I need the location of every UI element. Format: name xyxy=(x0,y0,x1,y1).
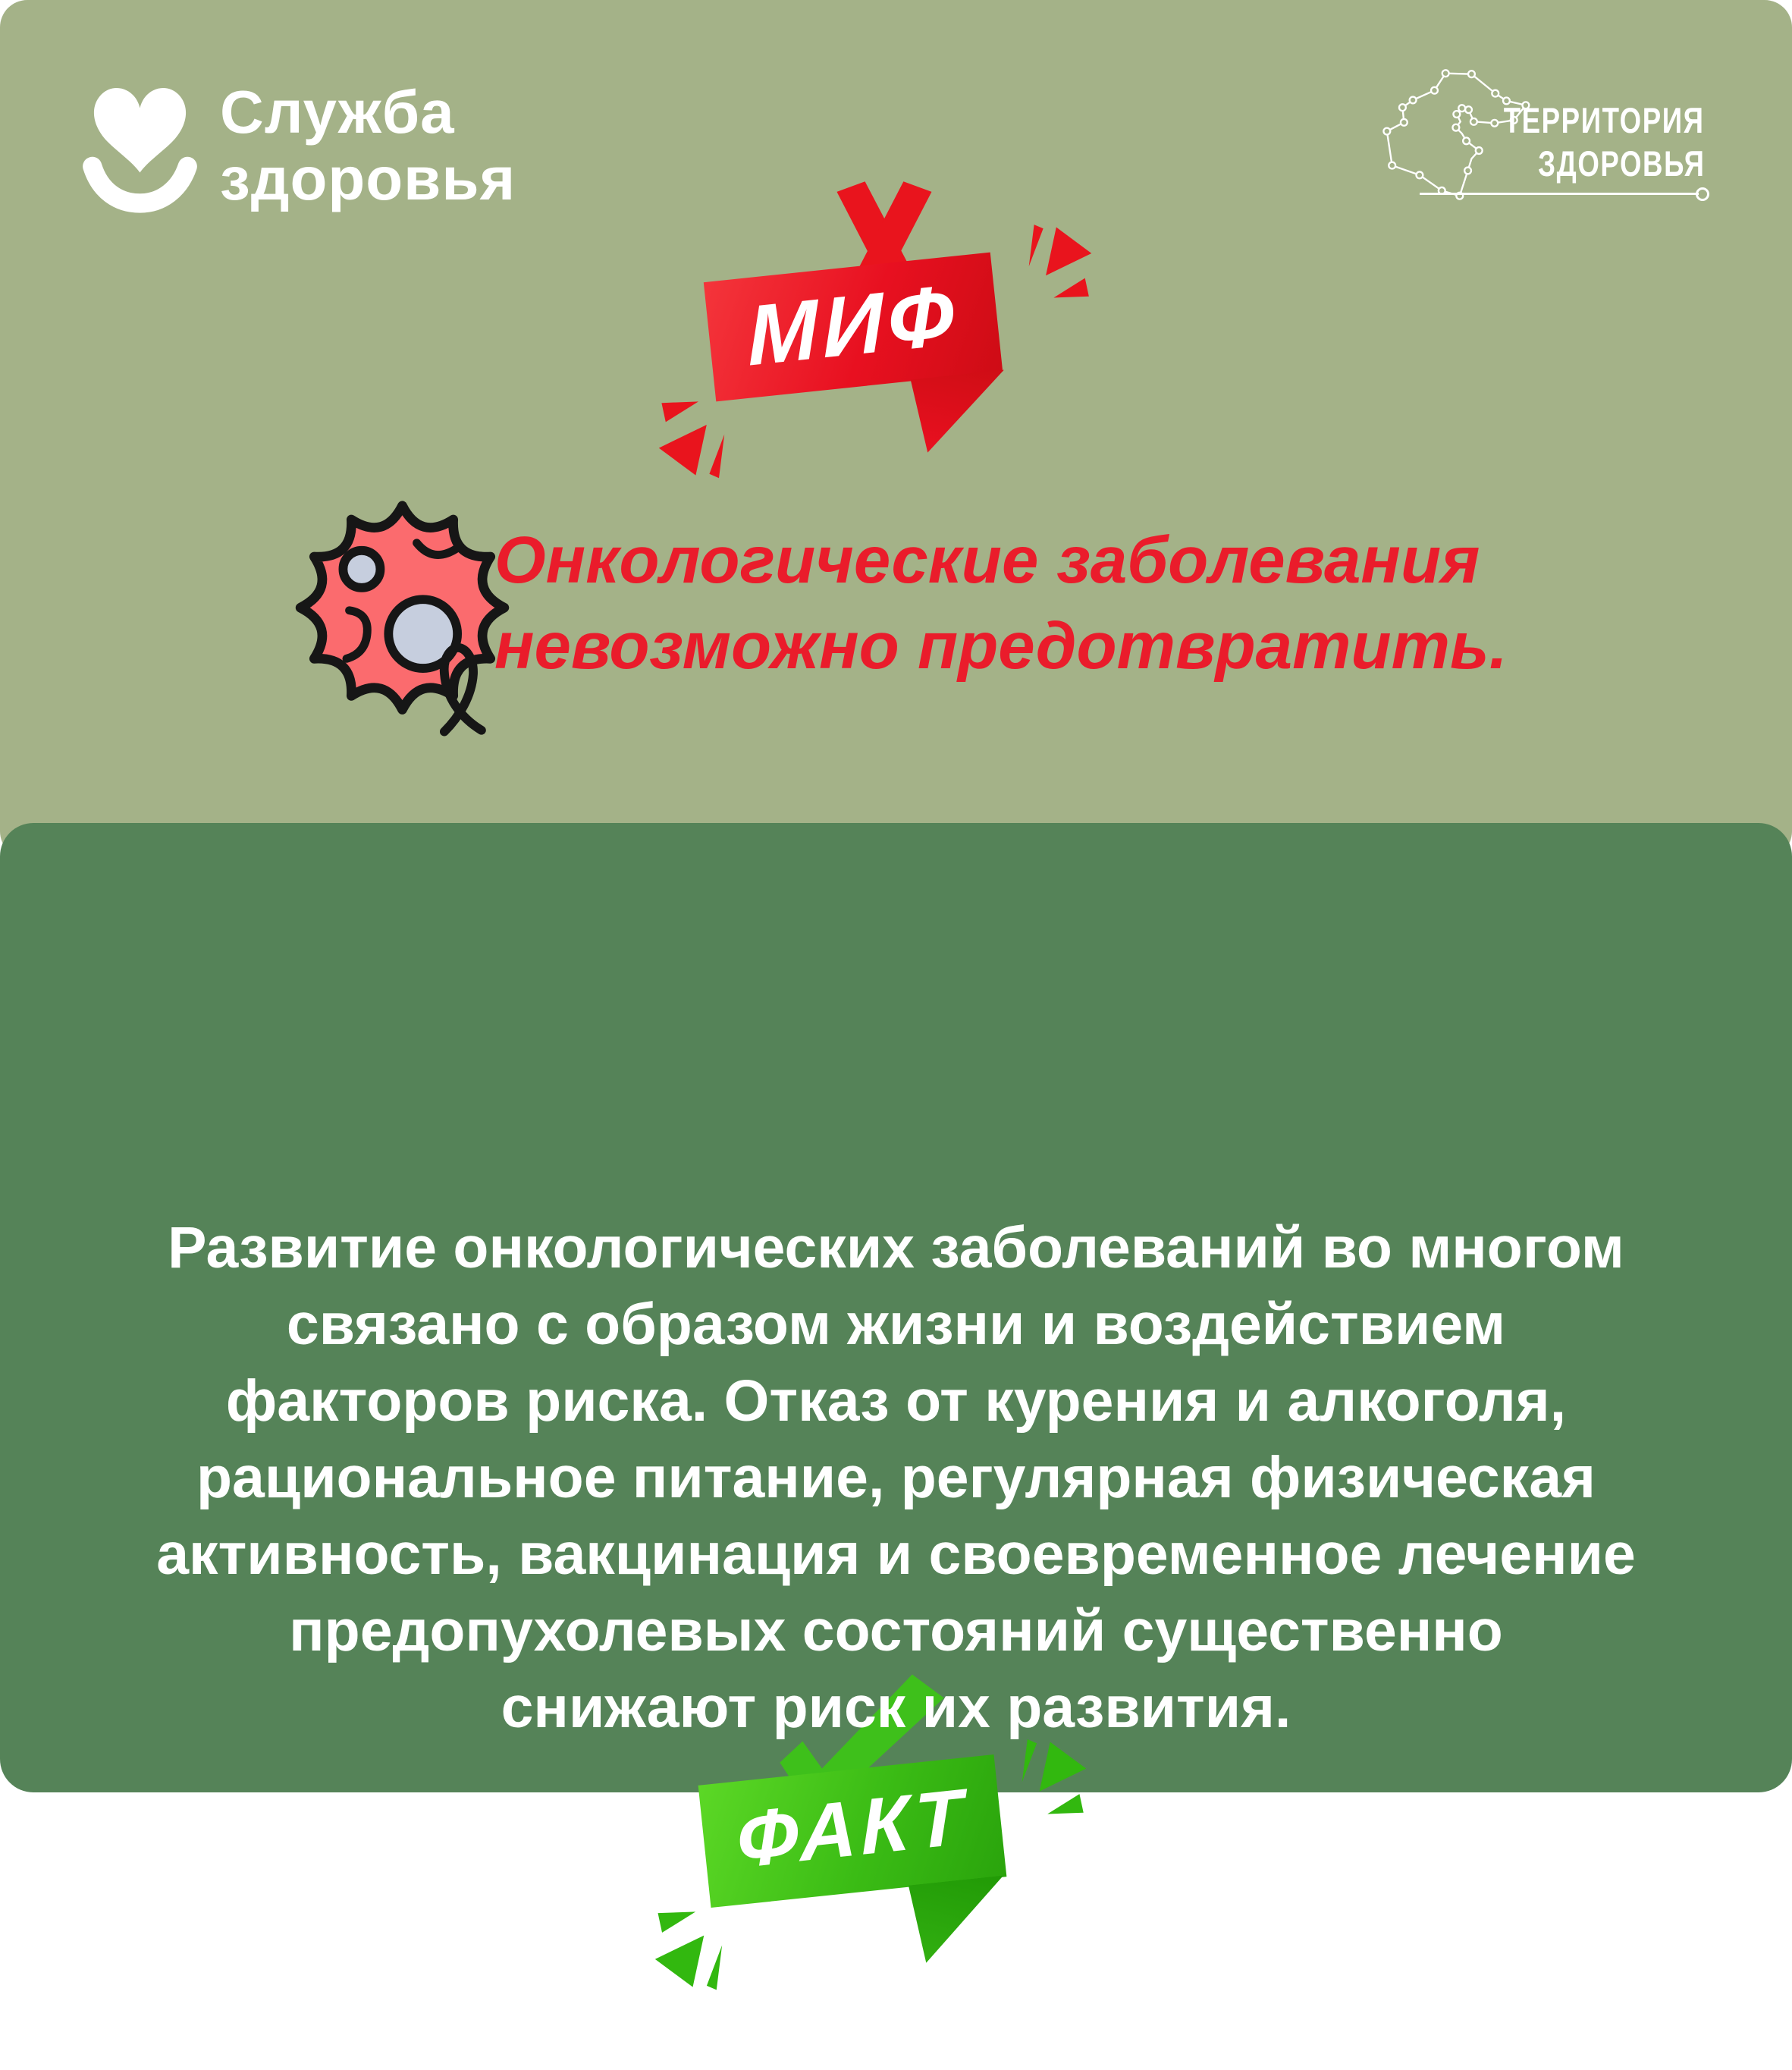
myth-banner xyxy=(709,234,1065,552)
myth-statement-line: невозможно предотвратить. xyxy=(494,609,1508,683)
health-service-logo-text xyxy=(220,79,516,212)
fact-statement-line: активность, вакцинация и своевременное лечение xyxy=(156,1522,1636,1587)
territory-logo-text xyxy=(1289,99,1705,185)
health-service-name-line2: здоровья xyxy=(220,145,516,212)
fact-banner xyxy=(704,1736,1060,2070)
myth-statement-line: Онкологические заболевания xyxy=(494,523,1480,597)
fact-badge-label: ФАКТ xyxy=(736,1772,969,1885)
territory-name-line2: ЗДОРОВЬЯ xyxy=(1537,143,1705,184)
fact-statement-line: Развитие онкологических заболеваний во многом xyxy=(168,1215,1624,1280)
fact-statement-line: связано с образом жизни и воздействием xyxy=(286,1292,1506,1357)
territory-name-line1: ТЕРРИТОРИЯ xyxy=(1504,100,1705,140)
heart-smile-icon xyxy=(85,76,195,206)
spark-burst-icon xyxy=(1021,1735,1087,1821)
health-service-name-line1: Служба xyxy=(220,78,455,146)
fact-statement xyxy=(0,1210,1792,1746)
myth-statement xyxy=(494,517,1632,689)
underline-end-dot xyxy=(1696,187,1709,201)
spark-burst-icon xyxy=(657,394,726,482)
fact-ribbon-fold xyxy=(909,1875,1012,1964)
spark-burst-icon xyxy=(654,1905,723,1994)
myth-ribbon xyxy=(704,253,1003,402)
fact-ribbon xyxy=(698,1754,1007,1908)
myth-badge-label: МИФ xyxy=(745,265,960,384)
fact-statement-line: факторов риска. Отказ от курения и алкоголя, xyxy=(225,1368,1567,1434)
fact-statement-line: рациональное питание, регулярная физическая xyxy=(196,1445,1596,1510)
fact-section xyxy=(0,823,1792,1885)
fact-statement-line: снижают риск их развития. xyxy=(501,1675,1291,1740)
territory-logo-underline xyxy=(1420,193,1699,195)
myth-ribbon-fold xyxy=(911,370,1012,454)
myth-section xyxy=(0,0,1792,859)
spark-burst-icon xyxy=(1028,220,1093,305)
fact-statement-line: предопухолевых состояний существенно xyxy=(289,1598,1503,1663)
